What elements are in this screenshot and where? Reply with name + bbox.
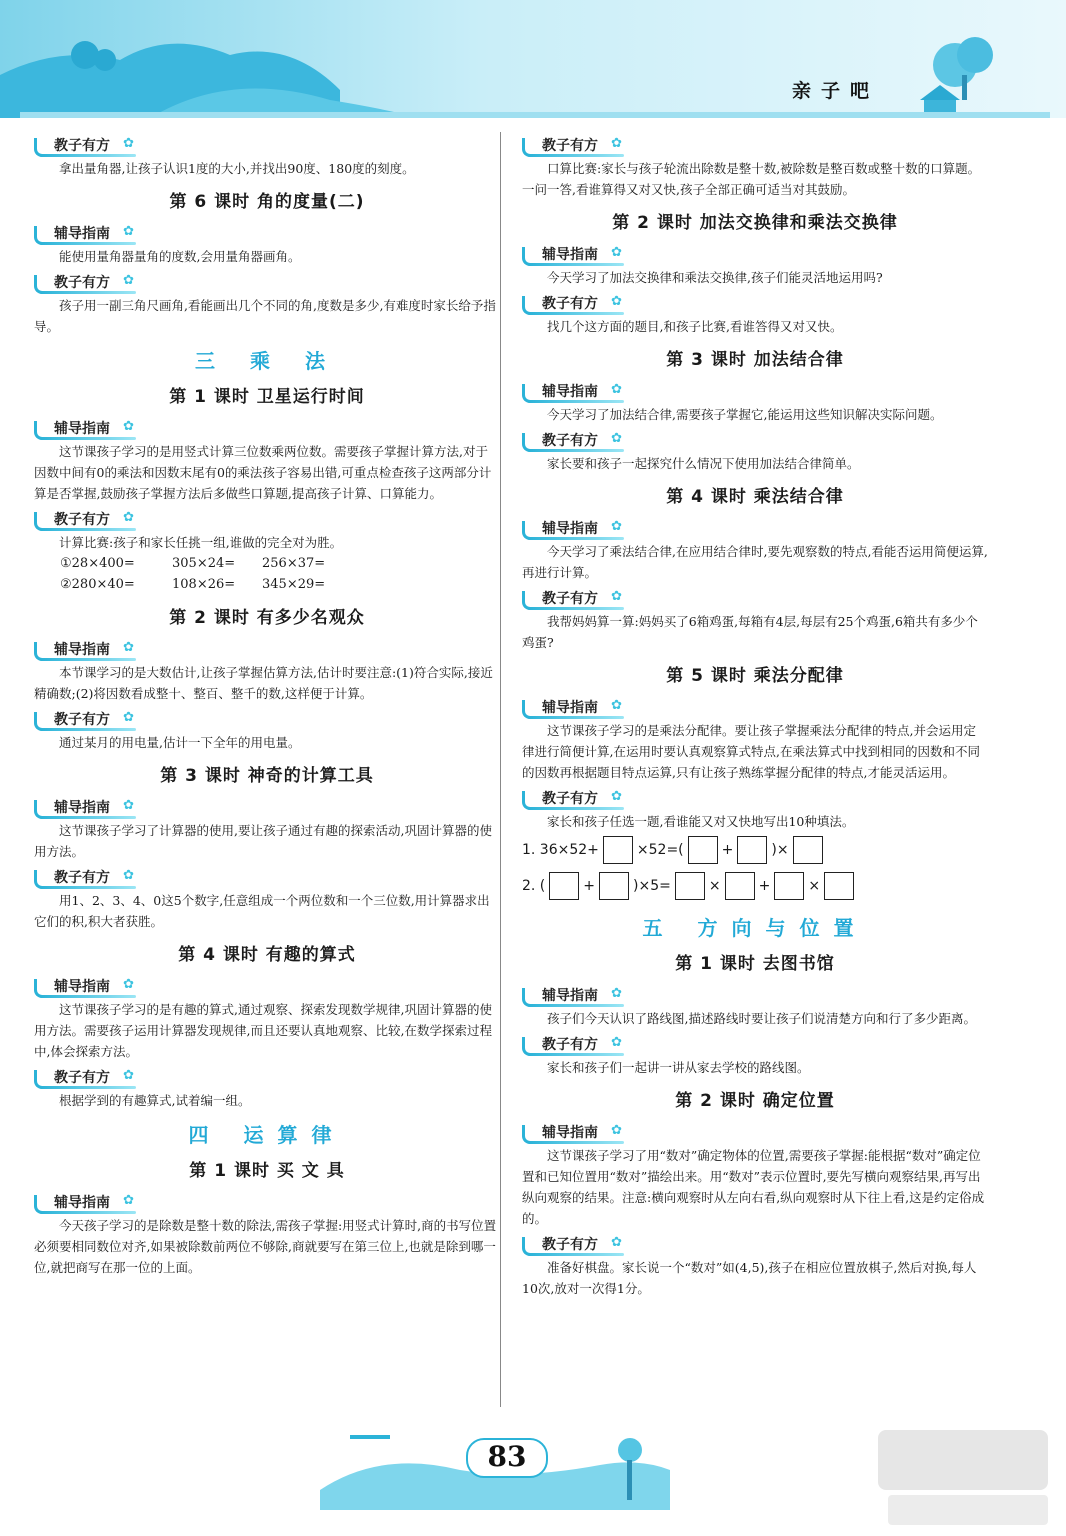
tag-text: 辅导指南	[54, 226, 110, 242]
tag-row	[522, 376, 988, 404]
paragraph: 找几个这方面的题目,和孩子比赛,看谁答得又对又快。	[547, 319, 843, 334]
calc-row	[34, 553, 500, 574]
paragraph: 家长要和孩子一起探究什么情况下使用加法结合律简单。	[547, 456, 860, 471]
calc-item: 108×26=	[172, 577, 236, 592]
page-number: 83	[466, 1438, 548, 1478]
guidance-label	[34, 419, 136, 439]
guidance-label	[522, 1123, 624, 1143]
tag-row	[522, 239, 988, 267]
parenting-tips-label	[522, 589, 624, 609]
calc-item: 345×29=	[262, 577, 326, 592]
sprig-icon: ✿	[123, 798, 134, 813]
guidance-label	[522, 245, 624, 265]
calc-item: 305×24=	[172, 556, 236, 571]
lesson-title: 第 2 课时 有多少名观众	[169, 608, 365, 628]
lesson-title: 第 4 课时 乘法结合律	[666, 487, 844, 507]
sprig-icon: ✿	[123, 273, 134, 288]
blank-box	[824, 872, 854, 900]
header-banner	[0, 0, 1066, 125]
tag-row	[522, 513, 988, 541]
equation-text: )×5=	[633, 878, 671, 894]
tag-row	[34, 218, 500, 246]
paragraph: 通过某月的用电量,估计一下全年的用电量。	[59, 735, 301, 750]
tag-text: 教子有方	[542, 1237, 598, 1253]
guidance-label	[522, 698, 624, 718]
tag-text: 教子有方	[542, 138, 598, 154]
sprig-icon: ✿	[611, 1235, 622, 1250]
parenting-tips-label	[34, 710, 136, 730]
guidance-label	[34, 798, 136, 818]
paragraph: 能使用量角器量角的度数,会用量角器画角。	[59, 249, 301, 264]
tag-text: 教子有方	[542, 591, 598, 607]
tag-row	[34, 267, 500, 295]
tag-text: 教子有方	[54, 275, 110, 291]
parenting-tips-label	[522, 789, 624, 809]
paragraph: 计算比赛:孩子和家长任挑一组,谁做的完全对为胜。	[59, 535, 343, 550]
lesson-title: 第 1 课时 买 文 具	[189, 1161, 345, 1181]
tag-text: 辅导指南	[54, 1195, 110, 1211]
tag-row	[522, 692, 988, 720]
blank-box	[599, 872, 629, 900]
parenting-tips-label	[522, 136, 624, 156]
lesson-title: 第 5 课时 乘法分配律	[666, 666, 844, 686]
sprig-icon: ✿	[611, 136, 622, 151]
paragraph: 我帮妈妈算一算:妈妈买了6箱鸡蛋,每箱有4层,每层有25个鸡蛋,6箱共有多少个鸡蛋?	[522, 614, 978, 650]
tag-text: 教子有方	[542, 296, 598, 312]
lesson-title: 第 4 课时 有趣的算式	[178, 945, 356, 965]
tag-row	[34, 971, 500, 999]
tag-row	[522, 583, 988, 611]
paragraph: 拿出量角器,让孩子认识1度的大小,并找出90度、180度的刻度。	[59, 161, 415, 176]
lesson-title: 第 3 课时 加法结合律	[666, 350, 844, 370]
paragraph: 这节课孩子学习的是乘法分配律。要让孩子掌握乘法分配律的特点,并会运用定律进行简便计算,在运用时要认真观察算式特点,在乘法算式中找到相同的因数和不同的因数再根据题目特点运算,只有让孩子熟练掌握分配律的特点,才能灵活运用。	[522, 723, 980, 780]
guidance-label	[522, 382, 624, 402]
parenting-tips-label	[522, 431, 624, 451]
paragraph: 家长和孩子任选一题,看谁能又对又快地写出10种填法。	[547, 814, 855, 829]
left-column	[34, 130, 500, 1278]
blank-box	[774, 872, 804, 900]
blank-box	[688, 836, 718, 864]
paragraph: 家长和孩子们一起讲一讲从家去学校的路线图。	[547, 1060, 810, 1075]
parenting-tips-label	[34, 868, 136, 888]
sprig-icon: ✿	[611, 1035, 622, 1050]
tag-text: 教子有方	[54, 138, 110, 154]
parenting-tips-label	[34, 273, 136, 293]
equation-text: +	[758, 878, 771, 894]
paragraph: 本节课学习的是大数估计,让孩子掌握估算方法,估计时要注意:(1)符合实际,接近精确数;(2)将因数看成整十、整百、整千的数,这样便于计算。	[34, 665, 493, 701]
sprig-icon: ✿	[611, 382, 622, 397]
fill-in-equation	[522, 832, 988, 868]
equation-text: 2. (	[522, 878, 546, 894]
sprig-icon: ✿	[123, 1193, 134, 1208]
sprig-icon: ✿	[123, 977, 134, 992]
blank-box	[549, 872, 579, 900]
guidance-label	[34, 977, 136, 997]
parenting-tips-label	[34, 510, 136, 530]
sprig-icon: ✿	[123, 136, 134, 151]
guidance-label	[522, 519, 624, 539]
equation-text: 1. 36×52+	[522, 842, 599, 858]
section-title: 亲子吧	[792, 80, 880, 102]
right-column	[522, 130, 988, 1299]
lesson-title: 第 3 课时 神奇的计算工具	[160, 766, 374, 786]
sprig-icon: ✿	[611, 789, 622, 804]
tag-text: 辅导指南	[54, 421, 110, 437]
paragraph: 用1、2、3、4、0这5个数字,任意组成一个两位数和一个三位数,用计算器求出它们的积,积大者获胜。	[34, 893, 490, 929]
equation-text: ×	[808, 878, 821, 894]
tag-row	[522, 980, 988, 1008]
tag-row	[34, 862, 500, 890]
calc-item: ①28×400=	[60, 556, 135, 571]
sprig-icon: ✿	[123, 710, 134, 725]
tag-row	[34, 634, 500, 662]
paragraph: 这节课孩子学习了用“数对”确定物体的位置,需要孩子掌握:能根据“数对”确定位置和已知位置用“数对”描绘出来。用“数对”表示位置时,要先写横向观察结果,再写出纵向观察的结果。注意:横向观察时从左向右看,纵向观察时从下往上看,这是约定俗成的。	[522, 1148, 985, 1226]
lesson-title: 第 1 课时 卫星运行时间	[169, 387, 365, 407]
parenting-tips-label	[522, 1035, 624, 1055]
equation-text: )×	[771, 842, 789, 858]
tag-text: 辅导指南	[54, 979, 110, 995]
tag-row	[522, 130, 988, 158]
tag-text: 辅导指南	[542, 521, 598, 537]
tag-row	[522, 1029, 988, 1057]
sprig-icon: ✿	[611, 589, 622, 604]
unit-title: 三 乘 法	[195, 349, 339, 373]
equation-text: +	[583, 878, 596, 894]
guidance-label	[522, 986, 624, 1006]
paragraph: 今天学习了加法交换律和乘法交换律,孩子们能灵活地运用吗?	[547, 270, 883, 285]
equation-text: +	[721, 842, 734, 858]
paragraph: 今天学习了加法结合律,需要孩子掌握它,能运用这些知识解决实际问题。	[547, 407, 943, 422]
tag-row	[34, 1187, 500, 1215]
tag-row	[34, 504, 500, 532]
lesson-title: 第 2 课时 确定位置	[675, 1091, 835, 1111]
calc-row	[34, 574, 500, 595]
paragraph: 今天学习了乘法结合律,在应用结合律时,要先观察数的特点,看能否运用简便运算,再进行计算。	[522, 544, 988, 580]
tag-row	[34, 413, 500, 441]
tag-row	[522, 1117, 988, 1145]
blank-box	[725, 872, 755, 900]
blank-box	[737, 836, 767, 864]
sprig-icon: ✿	[611, 245, 622, 260]
blank-box	[603, 836, 633, 864]
guidance-label	[34, 640, 136, 660]
tag-text: 教子有方	[54, 712, 110, 728]
tag-text: 辅导指南	[542, 700, 598, 716]
tag-text: 辅导指南	[542, 988, 598, 1004]
lesson-title: 第 6 课时 角的度量(二)	[169, 192, 365, 212]
tag-text: 教子有方	[54, 1070, 110, 1086]
tag-text: 教子有方	[54, 512, 110, 528]
paragraph: 口算比赛:家长与孩子轮流出除数是整十数,被除数是整百数或整十数的口算题。一问一答,看谁算得又对又快,孩子全部正确可适当对其鼓励。	[522, 161, 981, 197]
tag-row	[34, 704, 500, 732]
tag-row	[522, 288, 988, 316]
sprig-icon: ✿	[611, 431, 622, 446]
sprig-icon: ✿	[611, 294, 622, 309]
guidance-label	[34, 224, 136, 244]
lesson-title: 第 2 课时 加法交换律和乘法交换律	[612, 213, 898, 233]
paragraph: 这节课孩子学习的是用竖式计算三位数乘两位数。需要孩子掌握计算方法,对于因数中间有0的乘法和因数末尾有0的乘法孩子容易出错,可重点检查孩子这两部分计算是否掌握,鼓励孩子掌握方法后多做些口算题,提高孩子计算、口算能力。	[34, 444, 492, 501]
sprig-icon: ✿	[611, 519, 622, 534]
blank-box	[675, 872, 705, 900]
lesson-title: 第 1 课时 去图书馆	[675, 954, 835, 974]
calc-item: 256×37=	[262, 556, 326, 571]
sprig-icon: ✿	[611, 986, 622, 1001]
watermark-logo	[858, 1420, 1058, 1530]
calc-item: ②280×40=	[60, 577, 135, 592]
column-divider	[500, 132, 501, 1407]
unit-title: 四 运算律	[188, 1123, 346, 1147]
tag-row	[522, 783, 988, 811]
tag-text: 教子有方	[542, 791, 598, 807]
parenting-tips-label	[34, 1068, 136, 1088]
tag-text: 辅导指南	[542, 384, 598, 400]
sprig-icon: ✿	[123, 868, 134, 883]
landscape-illustration	[0, 0, 1066, 125]
tag-row	[34, 130, 500, 158]
sprig-icon: ✿	[611, 1123, 622, 1138]
equation-text: ×	[708, 878, 721, 894]
parenting-tips-label	[522, 1235, 624, 1255]
sprig-icon: ✿	[123, 1068, 134, 1083]
tag-row	[522, 425, 988, 453]
paragraph: 准备好棋盘。家长说一个“数对”如(4,5),孩子在相应位置放棋子,然后对换,每人10次,放对一次得1分。	[522, 1260, 977, 1296]
tag-row	[34, 1062, 500, 1090]
sprig-icon: ✿	[123, 640, 134, 655]
sprig-icon: ✿	[123, 224, 134, 239]
equation-text: ×52=(	[636, 842, 684, 858]
sprig-icon: ✿	[123, 419, 134, 434]
tag-text: 辅导指南	[542, 247, 598, 263]
unit-title: 五 方向与位置	[642, 916, 868, 940]
blank-box	[793, 836, 823, 864]
paragraph: 今天孩子学习的是除数是整十数的除法,需孩子掌握:用竖式计算时,商的书写位置必须要相同数位对齐,如果被除数前两位不够除,商就要写在第三位上,也就是除到哪一位,就把商写在那一位的上面。	[34, 1218, 497, 1275]
sprig-icon: ✿	[123, 510, 134, 525]
fill-in-equation	[522, 868, 988, 904]
tag-text: 教子有方	[542, 1037, 598, 1053]
tag-row	[522, 1229, 988, 1257]
parenting-tips-label	[522, 294, 624, 314]
sprig-icon: ✿	[611, 698, 622, 713]
tag-text: 教子有方	[54, 870, 110, 886]
paragraph: 孩子们今天认识了路线图,描述路线时要让孩子们说清楚方向和行了多少距离。	[547, 1011, 976, 1026]
tag-text: 辅导指南	[542, 1125, 598, 1141]
parenting-tips-label	[34, 136, 136, 156]
tag-text: 辅导指南	[54, 800, 110, 816]
tag-text: 辅导指南	[54, 642, 110, 658]
guidance-label	[34, 1193, 136, 1213]
paragraph: 根据学到的有趣算式,试着编一组。	[59, 1093, 251, 1108]
paragraph: 孩子用一副三角尺画角,看能画出几个不同的角,度数是多少,有难度时家长给予指导。	[34, 298, 496, 334]
paragraph: 这节课孩子学习的是有趣的算式,通过观察、探索发现数学规律,巩固计算器的使用方法。需要孩子运用计算器发现规律,而且还要认真地观察、比较,在数学探索过程中,体会探索方法。	[34, 1002, 492, 1059]
tag-row	[34, 792, 500, 820]
tag-text: 教子有方	[542, 433, 598, 449]
paragraph: 这节课孩子学习了计算器的使用,要让孩子通过有趣的探索活动,巩固计算器的使用方法。	[34, 823, 492, 859]
